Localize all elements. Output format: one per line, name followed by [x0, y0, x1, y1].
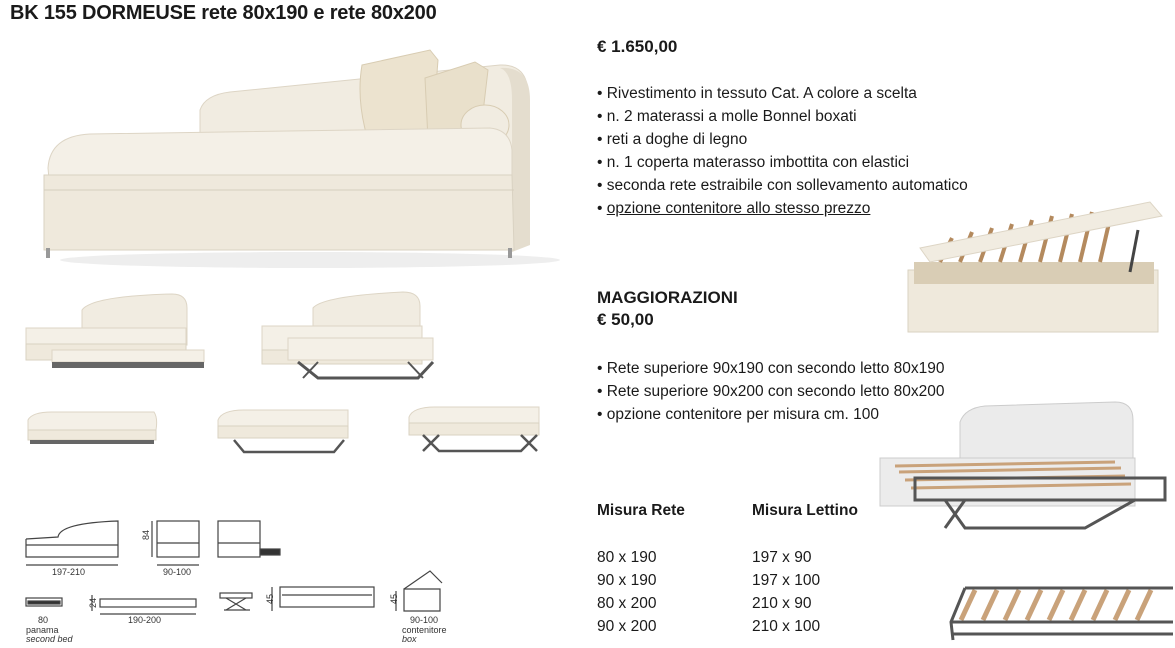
- maggiorazioni-heading: MAGGIORAZIONI: [597, 288, 738, 307]
- variant-image-raised: [258, 290, 438, 385]
- table-column-lettino: [752, 546, 820, 638]
- feature-item: • seconda rete estraibile con sollevamento automatico: [597, 174, 968, 197]
- price: € 1.650,00: [597, 37, 678, 56]
- maggiorazioni-item: • opzione contenitore per misura cm. 100: [597, 403, 945, 426]
- table-cell: 197 x 100: [752, 572, 821, 589]
- dimension-label: contenitore: [402, 625, 447, 635]
- feature-item: • reti a doghe di legno: [597, 128, 968, 151]
- table-cell: 210 x 100: [752, 618, 821, 635]
- dimension-label: second bed: [26, 634, 73, 644]
- table-header-rete: Misura Rete: [597, 502, 685, 519]
- slatted-base-image: [945, 580, 1175, 648]
- table-cell: 210 x 90: [752, 595, 812, 612]
- dimension-label: 45: [265, 593, 275, 604]
- table-cell: 90 x 190: [597, 572, 657, 589]
- maggiorazioni-item: • Rete superiore 90x200 con secondo letto 80x200: [597, 380, 945, 403]
- dimension-label: 80: [38, 615, 49, 625]
- dimension-label: 45: [389, 593, 399, 604]
- feature-link-storage-option[interactable]: • opzione contenitore allo stesso prezzo: [597, 197, 968, 220]
- dimension-label: 90-100: [410, 615, 439, 625]
- dimension-label: 190-200: [128, 615, 162, 625]
- main-product-image: [30, 40, 560, 270]
- table-cell: 80 x 200: [597, 595, 657, 612]
- variant-image-bed-low: [22, 408, 162, 453]
- dimension-label: 84: [141, 529, 151, 540]
- dimension-label: 24: [88, 597, 98, 608]
- feature-item: • n. 1 coperta materasso imbottita con elastici: [597, 151, 968, 174]
- maggiorazioni-block: [597, 287, 738, 331]
- dimension-label: box: [402, 634, 417, 644]
- page-title: BK 155 DORMEUSE rete 80x190 e rete 80x200: [10, 2, 437, 24]
- table-cell: 197 x 90: [752, 549, 812, 566]
- table-column-rete: [597, 546, 656, 638]
- storage-bed-image: [900, 200, 1175, 340]
- variant-image-bed-high: [405, 403, 545, 458]
- trundle-bed-image: [875, 400, 1175, 535]
- table-header-lettino: Misura Lettino: [752, 502, 858, 519]
- dimension-label: 90-100: [163, 567, 192, 577]
- dimension-label: panama: [26, 625, 59, 635]
- dimension-label: 197-210: [52, 567, 86, 577]
- feature-item: • n. 2 materassi a molle Bonnel boxati: [597, 105, 968, 128]
- table-cell: 80 x 190: [597, 549, 657, 566]
- maggiorazioni-price: € 50,00: [597, 310, 654, 329]
- variant-image-trundle: [22, 290, 207, 380]
- variant-image-bed-mid: [214, 406, 354, 458]
- feature-item: • Rivestimento in tessuto Cat. A colore a scelta: [597, 82, 968, 105]
- maggiorazioni-item: • Rete superiore 90x190 con secondo letto 80x190: [597, 357, 945, 380]
- table-cell: 90 x 200: [597, 618, 657, 635]
